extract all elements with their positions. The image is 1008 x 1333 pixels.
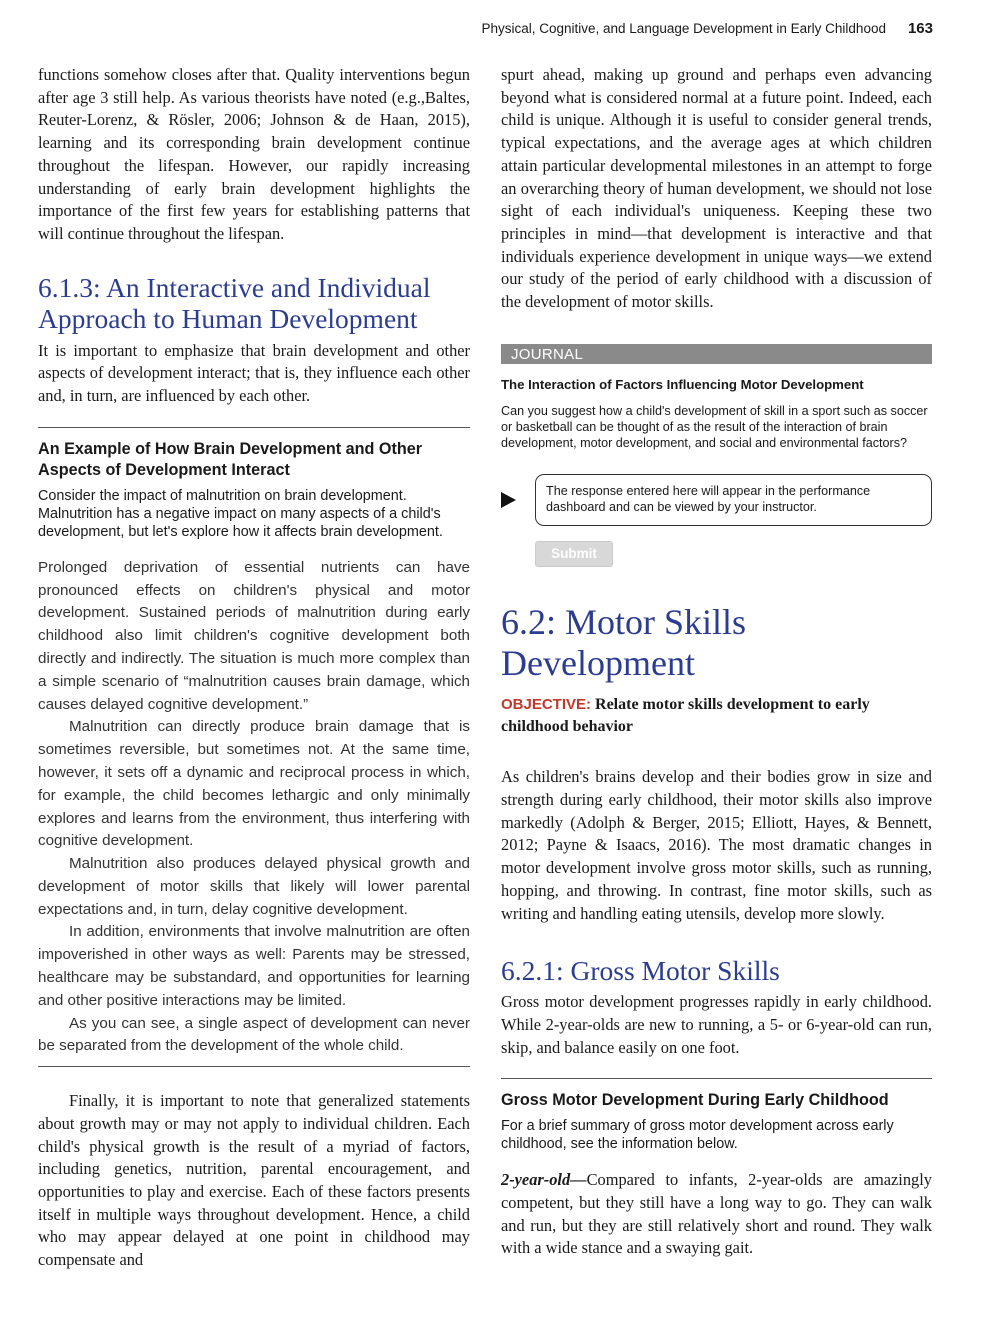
box-bottom-rule [38, 1066, 470, 1067]
chapter-heading-6-2 [501, 602, 932, 684]
chapter-heading-line2: Development [501, 643, 695, 684]
box-paragraph: As you can see, a single aspect of development can never be separated from the development of the whole child. [38, 1014, 470, 1055]
brain-development-box [38, 428, 470, 1059]
objective-text: Relate motor skills development to early childhood behavior [501, 696, 870, 736]
box-paragraph: In addition, environments that involve malnutrition are often impoverished in other ways as well: Parents may be stressed, healthcare may be substandard, and opportunities for learning and other positive interactions may be limited. [38, 923, 470, 1009]
section-heading-6-1-3 [38, 272, 470, 334]
age-label: 2-year-old— [501, 1170, 587, 1190]
box-paragraph: Prolonged deprivation of essential nutrients can have pronounced effects on children's physical and motor development. Sustained periods of malnutrition during early childhood also limit children's cognitive development both directly and indirectly. The situation is much more complex than a simple scenario of “malnutrition causes brain damage, which causes delayed cognitive development.” [38, 558, 470, 713]
section-heading-line1: 6.1.3: An Interactive and Individual [38, 271, 431, 303]
journal-question: Can you suggest how a child's development of skill in a sport such as soccer or basketball can be thought of as the result of the interaction of brain development, motor development, and social and environmental factors? [501, 403, 928, 451]
age-entry [501, 1169, 932, 1260]
running-title: Physical, Cognitive, and Language Development in Early Childhood [481, 21, 886, 36]
journal-response-input[interactable]: The response entered here will appear in the performance dashboard and can be viewed by your instructor. [535, 474, 932, 526]
gross-motor-heading: 6.2.1: Gross Motor Skills [501, 955, 780, 987]
section-paragraph: It is important to emphasize that brain development and other aspects of development interact; that is, they influence each other and, in turn, are influenced by each other. [38, 340, 470, 406]
journal-label: JOURNAL [501, 344, 932, 364]
page-number: 163 [907, 20, 933, 37]
objective-label: OBJECTIVE: [501, 696, 592, 714]
objective [501, 694, 932, 738]
left-column [38, 64, 470, 1272]
box-paragraph: Malnutrition can directly produce brain damage that is sometimes reversible, but sometimes not. At the same time, however, it sets off a dynamic and reciprocal process in which, for example, the child becomes lethargic and only minimally explores and learns from the environment, thus interfering with cognitive development. [38, 718, 470, 850]
motor-paragraph: As children's brains develop and their bodies grow in size and strength during early childhood, their motor skills also improve markedly (Adolph & Berger, 2015; Elliott, Hayes, & Bennett, 2012; Payne & Isaacs, 2016). The most dramatic changes in motor development involve gross motor skills, such as running, hopping, and throwing. In contrast, fine motor skills, such as writing and handling eating utensils, develop more slowly. [501, 767, 932, 923]
gross-motor-box [501, 1079, 932, 1260]
response-row [501, 474, 932, 526]
closing-paragraph: Finally, it is important to note that generalized statements about growth may or may not apply to individual children. Each child's physical growth is the result of a myriad of factors, including genetics, nutrition, parental encouragement, and opportunities to play and exercise. Each of these factors presents itself in multiple ways throughout development. Hence, a child who may appear delayed at one point in childhood may compensate and [38, 1091, 470, 1270]
gross-box-title: Gross Motor Development During Early Childhood [501, 1091, 889, 1110]
chapter-heading-line1: 6.2: Motor Skills [501, 602, 747, 643]
gross-box-subtitle: For a brief summary of gross motor development across early childhood, see the information below. [501, 1118, 894, 1153]
age-text: Compared to infants, 2-year-olds are amazingly competent, but they still have a long way to go. They can walk and run, but they are still relatively short and round. They walk with a wide stance and a swaying gait. [501, 1170, 932, 1258]
journal-title: The Interaction of Factors Influencing Motor Development [501, 376, 864, 392]
gross-paragraph: Gross motor development progresses rapidly in early childhood. While 2-year-olds are new to running, a 5- or 6-year-old can run, skip, and balance easily on one foot. [501, 992, 932, 1057]
box-subtitle: Consider the impact of malnutrition on brain development. Malnutrition has a negative impact on many aspects of a child's development, but let's explore how it affects brain development. [38, 487, 443, 540]
continuation-paragraph: spurt ahead, making up ground and perhaps even advancing beyond what is considered normal at a future point. Indeed, each child is unique. Although it is useful to consider general trends, typical expectations, and the average ages at which children attain particular developmental milestones in an attempt to forge an overarching theory of human development, we should not lose sight of each individual's uniqueness. Keeping these two principles in mind—that development is interactive and that individuals experience development in unique ways—we extend our study of the period of early childhood with a discussion of the development of motor skills. [501, 65, 932, 312]
section-heading-line2: Approach to Human Development [38, 302, 418, 334]
running-header [0, 20, 933, 37]
intro-paragraph: functions somehow closes after that. Quality interventions begun after age 3 still help. As various theorists have noted (e.g.,Baltes, Reuter-Lorenz, & Rösler, 2006; Johnson & de Haan, 2015), learning and its corresponding brain development continue throughout the lifespan. However, our rapidly increasing understanding of early brain development highlights the importance of the first few years for establishing patterns that will continue throughout the lifespan. [38, 65, 470, 243]
box-paragraph: Malnutrition also produces delayed physical growth and development of motor skills that likely will lower parental expectations and, in turn, delay cognitive development. [38, 855, 470, 918]
play-arrow-icon [501, 492, 516, 508]
submit-button[interactable]: Submit [535, 541, 613, 567]
right-column [501, 64, 932, 1260]
journal-section [501, 344, 932, 568]
box-title: An Example of How Brain Development and Other Aspects of Development Interact [38, 439, 423, 479]
